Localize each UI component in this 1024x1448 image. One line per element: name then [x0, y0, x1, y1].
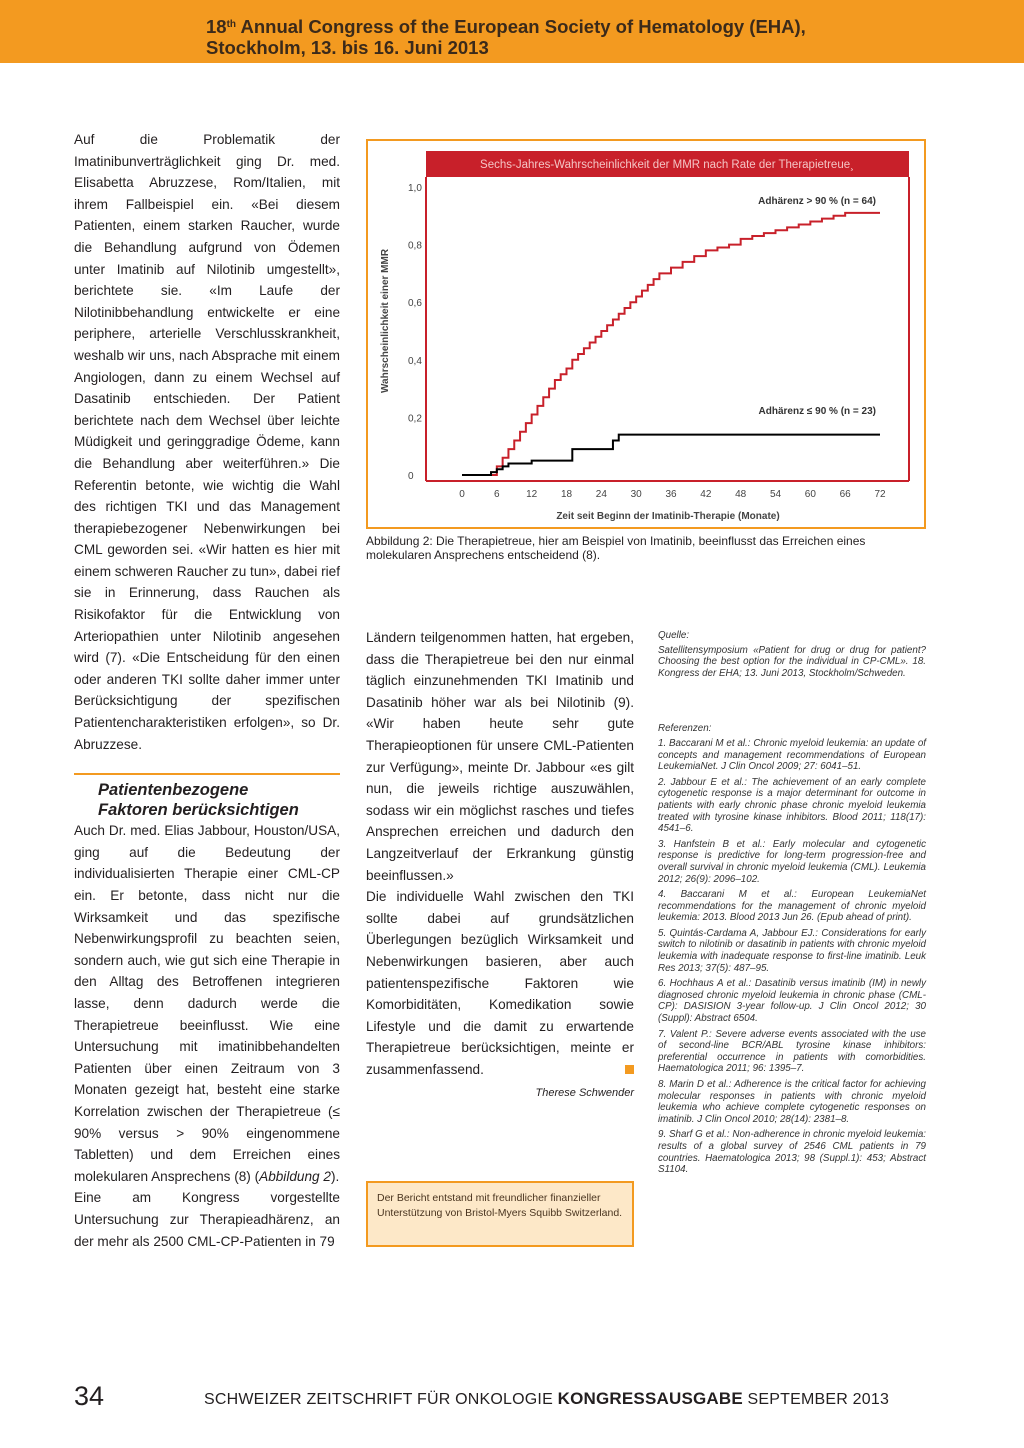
page-footer: [74, 1381, 926, 1411]
x-tick-label: 24: [595, 489, 607, 500]
section-heading: [74, 773, 340, 820]
x-tick-label: 18: [560, 489, 573, 500]
reference-item: 7. Valent P.: Severe adverse events associated with the use of second-line BCR/ABL tyrosine kinase inhibitors: preferential occurrence in patients with comorbidities. Haematologica 2011; 96: 1395–7.: [658, 1028, 926, 1075]
reference-item: 8. Marin D et al.: Adherence is the critical factor for achieving molecular responses in patients with chronic myeloid leukemia who achieve complete cytogenetic responses on imatinib. J Clin Oncol 2010; 28(14): 2381–8.: [658, 1079, 926, 1125]
reference-item: 3. Hanfstein B et al.: Early molecular and cytogenetic response is predictive for long-term progression-free and overall survival in chronic myeloid leukemia (CML). Leukemia 2012; 26(9): 2096–102.: [658, 838, 926, 885]
x-tick-label: 30: [630, 489, 642, 500]
header-bar: [0, 0, 1024, 63]
x-tick-label: 48: [735, 489, 747, 500]
y-ticks: [408, 183, 422, 482]
series-line-high-adherence: [462, 213, 880, 475]
km-chart: [368, 141, 924, 527]
paragraph: [366, 886, 634, 1080]
reference-item: 4. Baccarani M et al.: European LeukemiaNet recommendations for the management of chronic myeloid leukemia: 2013. Blood 2013 Jun 26. (Epub ahead of print).: [658, 889, 926, 924]
chart-series: [462, 213, 880, 475]
title-line1-pre: 18: [206, 16, 227, 37]
x-axis-label: Zeit seit Beginn der Imatinib-Therapie (Monate): [556, 511, 780, 522]
reference-item: 1. Baccarani M et al.: Chronic myeloid leukemia: an update of concepts and management recommendations of European LeukemiaNet. J Clin Oncol 2009; 27: 6041–51.: [658, 737, 926, 773]
figure-chart: [366, 139, 926, 529]
congress-title: [206, 14, 806, 58]
reference-item: 5. Quintás-Cardama A, Jabbour EJ.: Considerations for early switch to nilotinib or dasatinib in patients with chronic myeloid leukemia with inadequate response to first-line imatinib. Leuk Res 2013; 37(5): 487–95.: [658, 927, 926, 974]
section-heading-line1: Patientenbezogene: [98, 781, 249, 800]
end-mark-icon: [625, 1065, 634, 1074]
x-tick-label: 0: [459, 489, 465, 500]
paragraph: [74, 820, 340, 1187]
page-number: 34: [74, 1381, 105, 1411]
title-line2: Stockholm, 13. bis 16. Juni 2013: [206, 37, 489, 58]
x-tick-label: 54: [769, 489, 782, 500]
section-heading-line2: Faktoren berücksichtigen: [98, 801, 299, 820]
chart-title: Sechs-Jahres-Wahrscheinlichkeit der MMR nach Rate der Therapietreue¸: [480, 159, 854, 171]
paragraph-text: ).: [330, 1168, 340, 1184]
title-line1-post: Annual Congress of the European Society of Hematology (EHA),: [236, 16, 806, 37]
series-line-low-adherence: [462, 435, 880, 475]
column-middle: [366, 627, 634, 1105]
reference-item: 6. Hochhaus A et al.: Dasatinib versus imatinib (IM) in newly diagnosed chronic myeloid leukemia in chronic phase (CML-CP): DASISION 3-year follow-up. J Clin Oncol 2012; 30 (Suppl): Abstract 6504.: [658, 978, 926, 1025]
title-sup: th: [226, 19, 237, 30]
column-left: [74, 129, 340, 1252]
x-tick-label: 6: [494, 489, 500, 500]
x-ticks: [459, 489, 886, 500]
figure-caption: Abbildung 2: Die Therapietreue, hier am Beispiel von Imatinib, beeinflusst das Erreichen eines molekularen Ansprechens entscheidend (8).: [366, 534, 866, 562]
paragraph-text: Auch Dr. med. Elias Jabbour, Houston/USA, ging auf die Bedeutung der individualisierten Therapie einer CML-CP ein. Er betonte, dass nicht nur die Wirksamkeit und das spezifische Nebenwirkungsprofil zu beachten seien, sondern auch, wie gut sich eine Therapie in den Alltag des Betroffenen integrieren lasse, denn dadurch werde die Therapietreue beeinflusst. Wie eine Untersuchung mit imatinibbehandelten Patienten über einen Zeitraum von 3 Monaten gezeigt hat, besteht eine starke Korrelation zwischen der Therapietreue (≤ 90% versus > 90% eingenommene Tabletten) und dem Erreichen eines molekularen Ansprechens (8) (: [74, 823, 340, 1184]
y-axis-label: Wahrscheinlichkeit einer MMR: [380, 248, 391, 394]
sponsor-box: Der Bericht entstand mit freundlicher finanzieller Unterstützung von Bristol-Myers Squibb Switzerland.: [366, 1181, 634, 1247]
x-tick-label: 72: [874, 489, 886, 500]
references-column: [658, 630, 926, 1180]
source-label: Quelle:: [658, 630, 690, 641]
paragraph: Eine am Kongress vorgestellte Untersuchung zur Therapieadhärenz, an der mehr als 2500 CML-CP-Patienten in 79: [74, 1190, 340, 1249]
y-tick-label: 0: [408, 471, 414, 482]
x-tick-label: 12: [526, 489, 538, 500]
source-text: Satellitensymposium «Patient for drug or drug for patient? Choosing the best option for the individual in CP-CML». 18. Kongress der EHA; 13. Juni 2013, Stockholm/Schweden.: [658, 644, 926, 679]
paragraph: Ländern teilgenommen hatten, hat ergeben, dass die Therapietreue bei den nur einmal täglich einzunehmenden TKI Imatinib und Dasatinib höher war als bei Nilotinib (9). «Wir haben heute sehr gute Therapieoptionen für unsere CML-Patienten zur Verfügung», meinte Dr. Jabbour «es gilt nun, die jeweils richtige auszuwählen, sodass wir ein möglichst rasches und tiefes Ansprechen erreichen und dadurch den Langzeitverlauf der Erkrankung günstig beeinflussen.»: [366, 630, 634, 883]
x-tick-label: 42: [700, 489, 712, 500]
journal-pre: SCHWEIZER ZEITSCHRIFT FÜR ONKOLOGIE: [204, 1391, 558, 1408]
paragraph-text: Die individuelle Wahl zwischen den TKI sollte dabei auf grundsätzlichen Überlegungen bezüglich Wirksamkeit und Nebenwirkungen basieren, aber auch patientenspezifische Faktoren wie Komorbiditäten, Komedikation sowie Lifestyle und die damit zu erwartende Therapietreue berücksichtigen, meinte er zusammenfassend.: [366, 889, 634, 1077]
series-label-high: Adhärenz > 90 % (n = 64): [758, 196, 876, 207]
x-tick-label: 66: [839, 489, 851, 500]
x-tick-label: 36: [665, 489, 677, 500]
y-tick-label: 0,2: [408, 413, 422, 425]
journal-post: SEPTEMBER 2013: [742, 1391, 890, 1408]
journal-bold: KONGRESSAUSGABE: [557, 1389, 743, 1408]
y-tick-label: 1,0: [408, 183, 422, 194]
series-label-low: Adhärenz ≤ 90 % (n = 23): [758, 406, 876, 417]
figure-reference: Abbildung 2: [259, 1168, 331, 1184]
y-tick-label: 0,4: [408, 355, 422, 367]
paragraph: Auf die Problematik der Imatinibunverträglichkeit ging Dr. med. Elisabetta Abruzzese, Rom/Italien, mit ihrem Fallbeispiel ein. «Bei diesem Patienten, einem starken Raucher, wurde die Behandlung aufgrund von Ödemen unter Imatinib auf Nilotinib umgestellt», berichtete sie. «Im Laufe der Nilotinibbehandlung entwickelte er eine periphere, arterielle Verschlusskrankheit, weshalb wir uns, nach Absprache mit einem Angiologen, dann zu einem Wechsel auf Dasatinib entschieden. Der Patient berichtete nach dem Wechsel über leichte Müdigkeit und geringgradige Ödeme, kann die Behandlung aber weiterführen.» Die Referentin betonte, wie wichtig die Wahl des richtigen TKI und das Management therapiebezogener Nebenwirkungen bei CML geworden sei. «Wir hatten es hier mit einem schweren Raucher zu tun», dabei rief sie in Erinnerung, dass Rauchen als Risikofaktor für die Entwicklung von Arteriopathien unter Nilotinib angesehen wird (7). «Die Entscheidung für den einen oder anderen TKI sollte daher immer unter Berücksichtigung der spezifischen Patientencharakteristiken erfolgen», so Dr. Abruzzese.: [74, 132, 340, 752]
x-tick-label: 60: [804, 489, 816, 500]
reference-item: 2. Jabbour E et al.: The achievement of an early complete cytogenetic response is a major determinant for outcome in patients with early chronic phase chronic myeloid leukemia treated with tyrosine kinase inhibitors. Blood 2011; 118(17): 4541–6.: [658, 776, 926, 835]
author: Therese Schwender: [535, 1087, 634, 1100]
y-tick-label: 0,6: [408, 298, 422, 310]
y-tick-label: 0,8: [408, 240, 422, 252]
journal-name: [204, 1389, 889, 1409]
reference-list: [658, 738, 926, 1176]
references-label: Referenzen:: [658, 723, 712, 735]
reference-item: 9. Sharf G et al.: Non-adherence in chronic myeloid leukemia: results of a global survey of 2546 CML patients in 79 countries. Haematologica 2013; 98 (Suppl.1): 453; Abstract S1104.: [658, 1129, 926, 1176]
